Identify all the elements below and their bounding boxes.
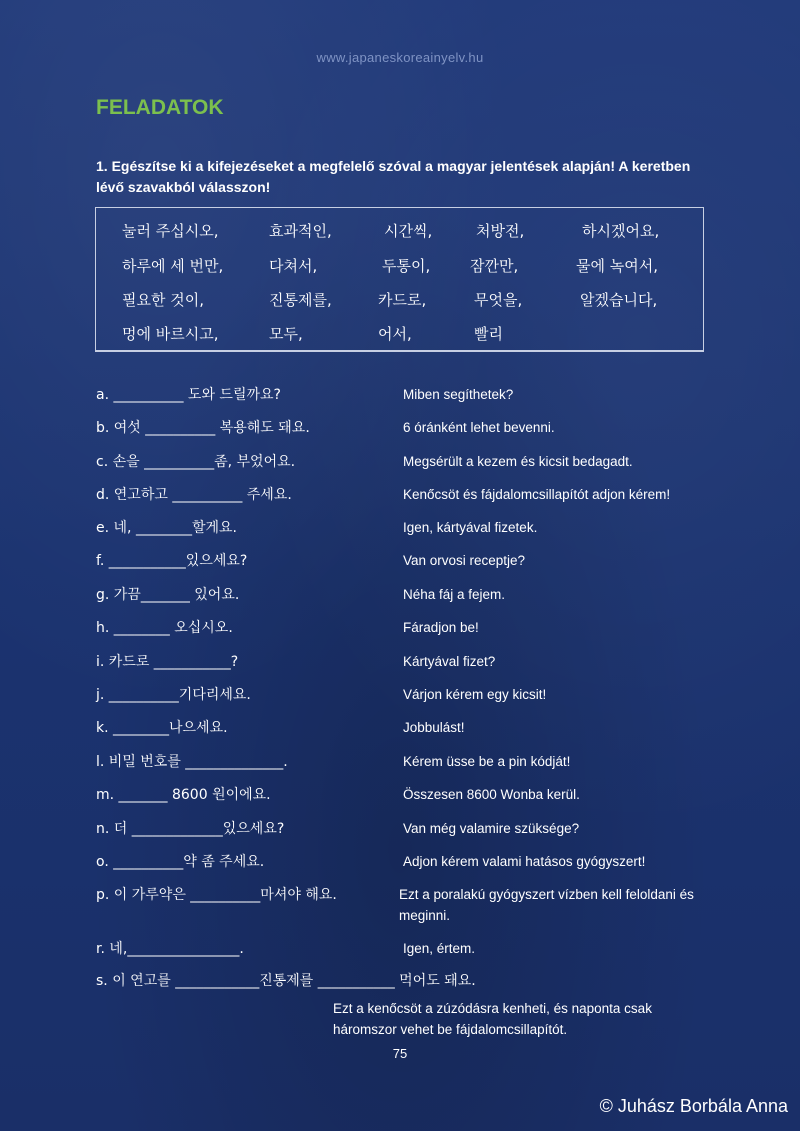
exercise-row <box>96 550 716 574</box>
word-bank-item: 하시겠어요, <box>582 222 660 240</box>
exercise-hungarian: Fáradjon be! <box>403 620 479 635</box>
exercise-hungarian: Igen, értem. <box>403 941 476 956</box>
exercise-korean: r. 네,________________. <box>96 941 244 957</box>
exercise-row <box>96 384 716 408</box>
exercise-hungarian: Adjon kérem valami hatásos gyógyszert! <box>403 854 646 869</box>
word-bank-item: 눌러 주십시오, <box>122 222 219 240</box>
exercise-row <box>96 417 716 441</box>
exercise-korean: k. ________나으세요. <box>96 720 228 736</box>
exercise-row <box>96 484 716 508</box>
exercise-hungarian: Összesen 8600 Wonba kerül. <box>403 787 580 802</box>
word-bank-item: 두통이, <box>382 257 431 275</box>
exercise-row <box>96 938 716 962</box>
exercise-hungarian: Van orvosi receptje? <box>403 553 526 568</box>
exercise-row <box>96 451 716 475</box>
exercise-hungarian: Igen, kártyával fizetek. <box>403 520 538 535</box>
exercise-korean: e. 네, ________할게요. <box>96 520 237 536</box>
exercise-korean: a. __________ 도와 드릴까요? <box>96 387 281 403</box>
exercise-row <box>96 751 716 775</box>
exercise-row <box>96 651 716 675</box>
exercise-hungarian: Megsérült a kezem és kicsit bedagadt. <box>403 454 633 469</box>
copyright-notice: © Juhász Borbála Anna <box>599 1096 788 1116</box>
exercise-korean: f. ___________있으세요? <box>96 553 248 569</box>
exercise-hungarian: Jobbulást! <box>403 720 465 735</box>
word-bank-item: 빨리 <box>474 325 503 343</box>
exercise-row <box>96 851 716 875</box>
word-bank-item: 다쳐서, <box>269 257 318 275</box>
exercise-row <box>96 584 716 608</box>
exercise-hungarian: Kártyával fizet? <box>403 654 496 669</box>
exercise-hungarian: Várjon kérem egy kicsit! <box>403 687 547 702</box>
exercise-hungarian: 6 óránként lehet bevenni. <box>403 420 555 435</box>
exercise-row <box>96 884 716 923</box>
exercise-hungarian: Kenőcsöt és fájdalomcsillapítót adjon kérem! <box>403 487 671 502</box>
exercise-korean: b. 여섯 __________ 복용해도 돼요. <box>96 420 310 436</box>
exercise-row <box>96 818 716 842</box>
word-bank-item: 진통제를, <box>269 291 332 309</box>
word-bank-item: 하루에 세 번만, <box>122 257 224 275</box>
exercise-hungarian: Kérem üsse be a pin kódját! <box>403 754 571 769</box>
exercise-korean: p. 이 가루약은 __________마셔야 해요. <box>96 887 337 903</box>
exercise-korean: c. 손을 __________좀, 부었어요. <box>96 454 296 470</box>
exercise-korean: n. 더 _____________있으세요? <box>96 821 285 837</box>
exercise-korean: l. 비밀 번호를 ______________. <box>96 754 288 770</box>
exercise-korean: o. __________약 좀 주세요. <box>96 854 265 870</box>
word-bank-box <box>95 207 704 352</box>
exercise-korean: j. __________기다리세요. <box>96 687 251 703</box>
exercise-korean: h. ________ 오십시오. <box>96 620 233 636</box>
word-bank-item: 알겠습니다, <box>580 291 658 309</box>
exercise-hungarian: Miben segíthetek? <box>403 387 514 402</box>
word-bank-item: 카드로, <box>378 291 427 309</box>
word-bank-item: 어서, <box>378 325 412 343</box>
exercise-korean: g. 가끔_______ 있어요. <box>96 587 240 603</box>
exercise-row <box>96 684 716 708</box>
exercise-hungarian: Ezt a kenőcsöt a zúzódásra kenheti, és naponta csak háromszor vehet be fájdalomcsillapítót. <box>333 1001 652 1037</box>
section-title: FELADATOK <box>96 96 224 119</box>
exercise-row <box>96 717 716 741</box>
word-bank-item: 필요한 것이, <box>122 291 204 309</box>
word-bank-item: 효과적인, <box>269 222 332 240</box>
exercise-korean: d. 연고하고 __________ 주세요. <box>96 487 292 503</box>
exercise-hungarian: Van még valamire szüksége? <box>403 821 580 836</box>
word-bank-item: 모두, <box>269 325 303 343</box>
exercise-row <box>96 784 716 808</box>
exercise-hungarian: Ezt a poralakú gyógyszert vízben kell feloldani és meginni. <box>399 887 694 923</box>
word-bank-item: 잠깐만, <box>470 257 519 275</box>
word-bank-item: 멍에 바르시고, <box>122 325 219 343</box>
exercise-korean: s. 이 연고를 ____________진통제를 ___________ 먹어도 돼요. <box>96 973 476 989</box>
exercise-hungarian: Néha fáj a fejem. <box>403 587 506 602</box>
word-bank-item: 시간씩, <box>384 222 433 240</box>
exercise-korean: m. _______ 8600 원이에요. <box>96 787 271 803</box>
exercise-row <box>96 517 716 541</box>
site-url: www.japaneskoreainyelv.hu <box>316 50 484 65</box>
exercise-instruction: 1. Egészítse ki a kifejezéseket a megfelelő szóval a magyar jelentések alapján! A keretben lévő szavakból válasszon! <box>96 158 691 195</box>
exercise-row <box>96 970 716 1037</box>
word-bank-item: 처방전, <box>476 222 525 240</box>
word-bank-item: 무엇을, <box>474 291 523 309</box>
page-number: 75 <box>392 1046 408 1061</box>
exercise-row <box>96 617 716 641</box>
word-bank-item: 물에 녹여서, <box>576 257 658 275</box>
exercise-korean: i. 카드로 ___________? <box>96 654 239 670</box>
